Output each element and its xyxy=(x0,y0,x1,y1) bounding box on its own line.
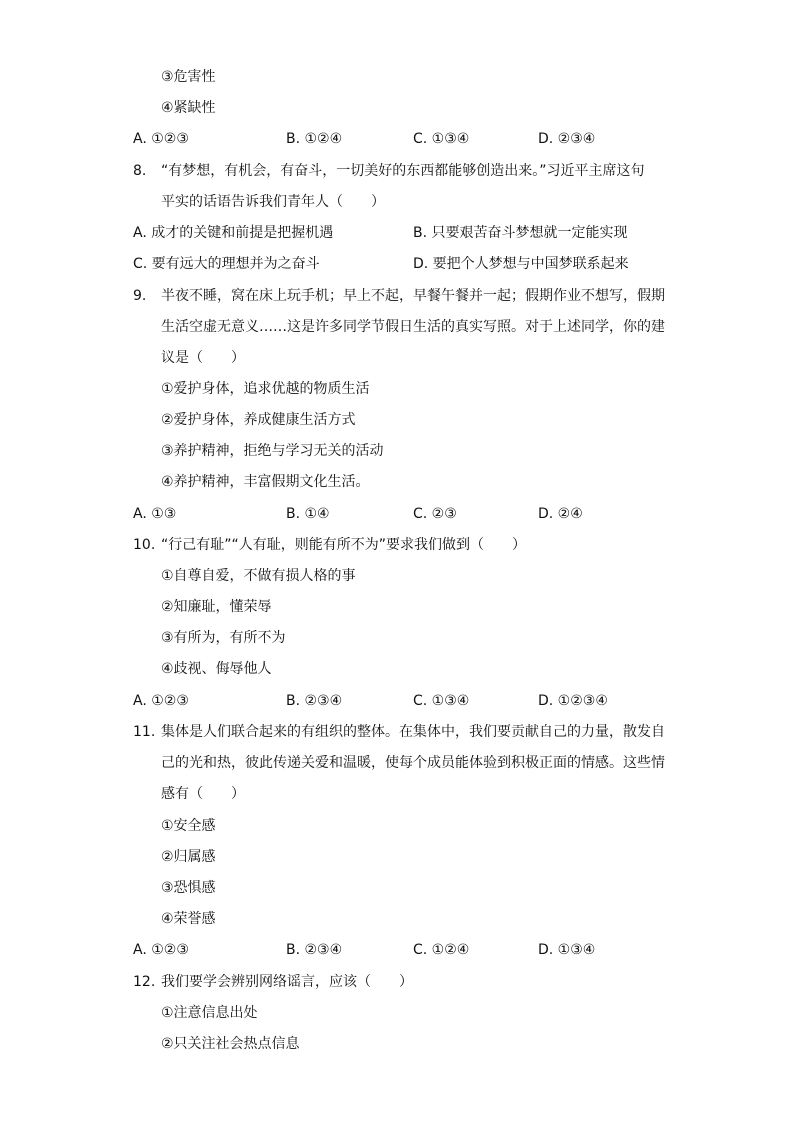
q9-option-b: B. ①④ xyxy=(286,506,330,522)
q9-item-3: ③养护精神，拒绝与学习无关的活动 xyxy=(161,443,384,459)
q10-option-d: D. ①②③④ xyxy=(538,693,608,709)
q7-option-a: A. ①②③ xyxy=(133,131,189,147)
q11-item-1: ①安全感 xyxy=(161,818,216,834)
q8-option-a: A. 成才的关键和前提是把握机遇 xyxy=(133,225,334,241)
q11-number: 11. xyxy=(133,724,156,740)
q10-item-1: ①自尊自爱，不做有损人格的事 xyxy=(161,568,356,584)
q10-option-b: B. ②③④ xyxy=(286,693,343,709)
q9-item-1: ①爱护身体，追求优越的物质生活 xyxy=(161,381,370,397)
q12-number: 12. xyxy=(133,974,156,990)
q10-item-3: ③有所为，有所不为 xyxy=(161,630,286,646)
q8-number: 8. xyxy=(133,163,147,179)
q8-option-c: C. 要有远大的理想并为之奋斗 xyxy=(133,256,320,272)
q12-item-1: ①注意信息出处 xyxy=(161,1005,258,1021)
q8-stem-line-1: “有梦想，有机会，有奋斗，一切美好的东西都能够创造出来。”习近平主席这句 xyxy=(161,163,645,179)
q7-option-b: B. ①②④ xyxy=(286,131,343,147)
q11-item-3: ③恐惧感 xyxy=(161,880,216,896)
q10-item-4: ④歧视、侮辱他人 xyxy=(161,661,272,677)
q12-stem-line-1: 我们要学会辨别网络谣言，应该（ ） xyxy=(161,974,413,990)
q7-option-c: C. ①③④ xyxy=(413,131,470,147)
q10-number: 10. xyxy=(133,537,156,553)
q8-option-b: B. 只要艰苦奋斗梦想就一定能实现 xyxy=(413,225,628,241)
q10-item-2: ②知廉耻，懂荣辱 xyxy=(161,599,272,615)
q7-option-d: D. ②③④ xyxy=(538,131,596,147)
q7-item-4: ④紧缺性 xyxy=(161,100,216,116)
q11-option-a: A. ①②③ xyxy=(133,942,189,958)
q11-stem-line-3: 感有（ ） xyxy=(161,786,245,802)
q11-stem-line-2: 己的光和热，彼此传递关爱和温暖，使每个成员能体验到积极正面的情感。这些情 xyxy=(161,755,665,771)
q11-item-4: ④荣誉感 xyxy=(161,911,216,927)
q9-option-a: A. ①③ xyxy=(133,506,177,522)
q8-option-d: D. 要把个人梦想与中国梦联系起来 xyxy=(413,256,629,272)
q11-item-2: ②归属感 xyxy=(161,849,216,865)
q8-stem-line-2: 平实的话语告诉我们青年人（ ） xyxy=(161,194,385,210)
q9-stem-line-3: 议是（ ） xyxy=(161,350,245,366)
q11-stem-line-1: 集体是人们联合起来的有组织的整体。在集体中，我们要贡献自己的力量，散发自 xyxy=(161,724,665,740)
q11-option-b: B. ②③④ xyxy=(286,942,343,958)
q11-option-c: C. ①②④ xyxy=(413,942,470,958)
q9-option-d: D. ②④ xyxy=(538,506,583,522)
q9-item-4: ④养护精神，丰富假期文化生活。 xyxy=(161,474,370,490)
q9-number: 9. xyxy=(133,288,147,304)
q9-stem-line-2: 生活空虚无意义……这是许多同学节假日生活的真实写照。对于上述同学，你的建 xyxy=(161,319,665,335)
q9-stem-line-1: 半夜不睡，窝在床上玩手机；早上不起，早餐午餐并一起；假期作业不想写，假期 xyxy=(161,288,665,304)
q12-item-2: ②只关注社会热点信息 xyxy=(161,1036,300,1052)
q9-item-2: ②爱护身体，养成健康生活方式 xyxy=(161,412,356,428)
q10-option-c: C. ①③④ xyxy=(413,693,470,709)
q9-option-c: C. ②③ xyxy=(413,506,457,522)
q10-stem-line-1: “行己有耻”“人有耻，则能有所不为”要求我们做到（ ） xyxy=(161,537,527,553)
q10-option-a: A. ①②③ xyxy=(133,693,189,709)
q11-option-d: D. ①③④ xyxy=(538,942,596,958)
q7-item-3: ③危害性 xyxy=(161,69,216,85)
